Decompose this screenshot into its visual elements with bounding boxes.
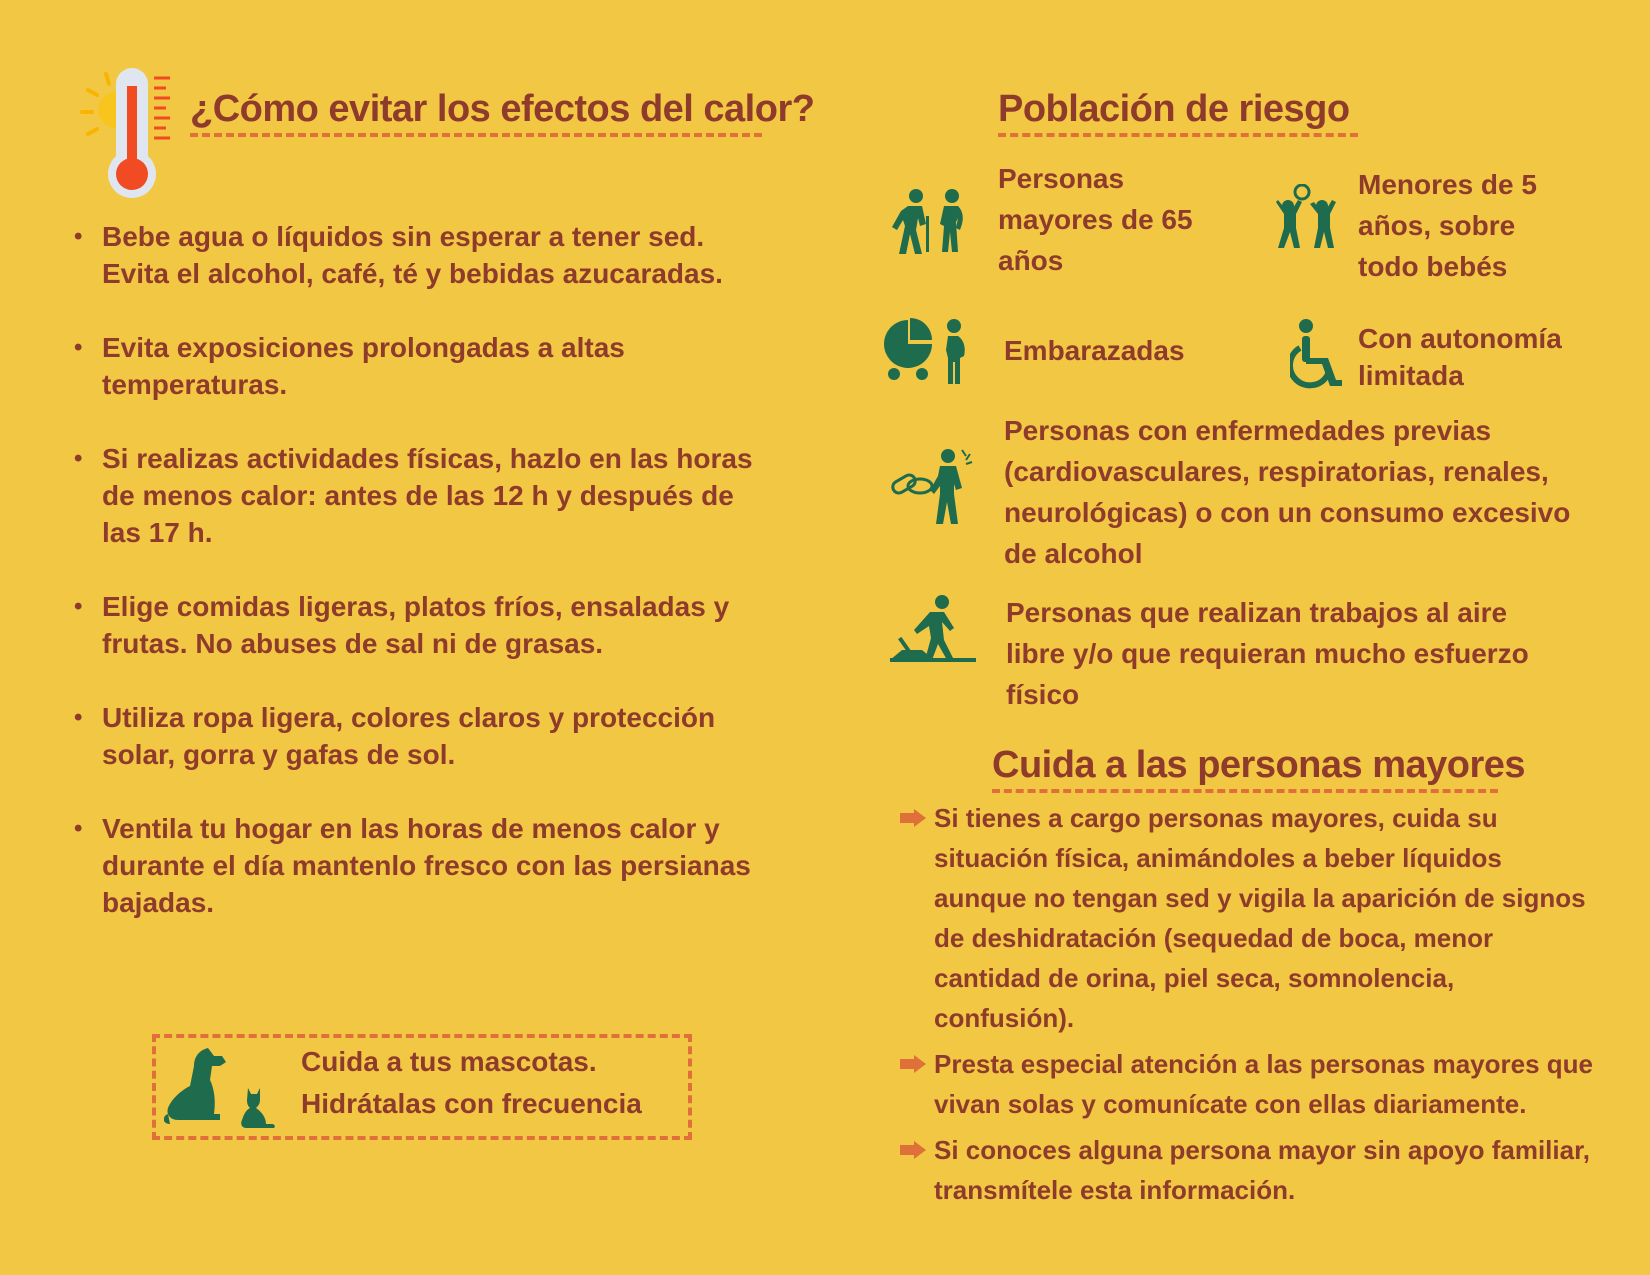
risk-illness-label: Personas con enfermedades previas (cardiovasculares, respiratorias, renales, neurológicas) o con un consumo excesivo de alcohol: [1004, 415, 1571, 569]
pets-box: [152, 1034, 692, 1140]
arrow-icon: [900, 809, 926, 827]
outdoor-worker-icon: [890, 594, 976, 664]
illness-icon: [890, 448, 976, 528]
care-item-text: Si tienes a cargo personas mayores, cuida su situación física, animándoles a beber líquidos aunque no tengan sed y vigila la aparición de signos de deshidratación (sequedad de boca, menor cantidad de orina, piel seca, somnolencia, confusión).: [934, 803, 1586, 1033]
wheelchair-icon: [1290, 318, 1346, 390]
arrow-icon: [900, 1055, 926, 1073]
tip-item: • Ventila tu hogar en las horas de menos calor y durante el día mantenlo fresco con las persianas bajadas.: [70, 810, 770, 921]
tip-item: • Utiliza ropa ligera, colores claros y protección solar, gorra y gafas de sol.: [70, 699, 770, 773]
heat-tips-title: ¿Cómo evitar los efectos del calor?: [190, 88, 762, 137]
pregnant-icon: [882, 318, 972, 386]
arrow-icon: [900, 1141, 926, 1159]
pets-line-1: Cuida a tus mascotas.: [301, 1046, 597, 1077]
elderly-icon: [890, 188, 972, 254]
risk-pregnant-label: Embarazadas: [1004, 335, 1185, 366]
tip-item: • Bebe agua o líquidos sin esperar a tener sed. Evita el alcohol, café, té y bebidas azucaradas.: [70, 218, 770, 292]
care-item: [900, 798, 1600, 1038]
risk-population-title: Población de riesgo: [998, 88, 1358, 137]
care-elderly-list: [900, 798, 1600, 1216]
care-item: [900, 1044, 1600, 1124]
tip-item: • Si realizas actividades físicas, hazlo en las horas de menos calor: antes de las 12 h y después de las 17 h.: [70, 440, 770, 551]
tip-item: • Elige comidas ligeras, platos fríos, ensaladas y frutas. No abuses de sal ni de grasas.: [70, 588, 770, 662]
dog-cat-icon: [164, 1044, 284, 1128]
pets-line-2: Hidrátalas con frecuencia: [301, 1088, 642, 1119]
care-item-text: Presta especial atención a las personas mayores que vivan solas y comunícate con ellas diariamente.: [934, 1049, 1593, 1119]
tip-item: • Evita exposiciones prolongadas a altas temperaturas.: [70, 329, 770, 403]
risk-outdoor-worker-label: Personas que realizan trabajos al aire libre y/o que requieran mucho esfuerzo físico: [1006, 597, 1529, 710]
risk-wheelchair-label: Con autonomía limitada: [1358, 323, 1562, 391]
care-item: [900, 1130, 1600, 1210]
care-item-text: Si conoces alguna persona mayor sin apoyo familiar, transmítele esta información.: [934, 1135, 1590, 1205]
children-icon: [1272, 184, 1340, 254]
risk-children-label: Menores de 5 años, sobre todo bebés: [1358, 169, 1537, 282]
risk-elderly-label: Personas mayores de 65 años: [998, 163, 1193, 276]
heat-tips-list: [70, 218, 770, 958]
thermometer-sun-icon: [80, 64, 176, 200]
care-elderly-title: Cuida a las personas mayores: [992, 744, 1498, 793]
